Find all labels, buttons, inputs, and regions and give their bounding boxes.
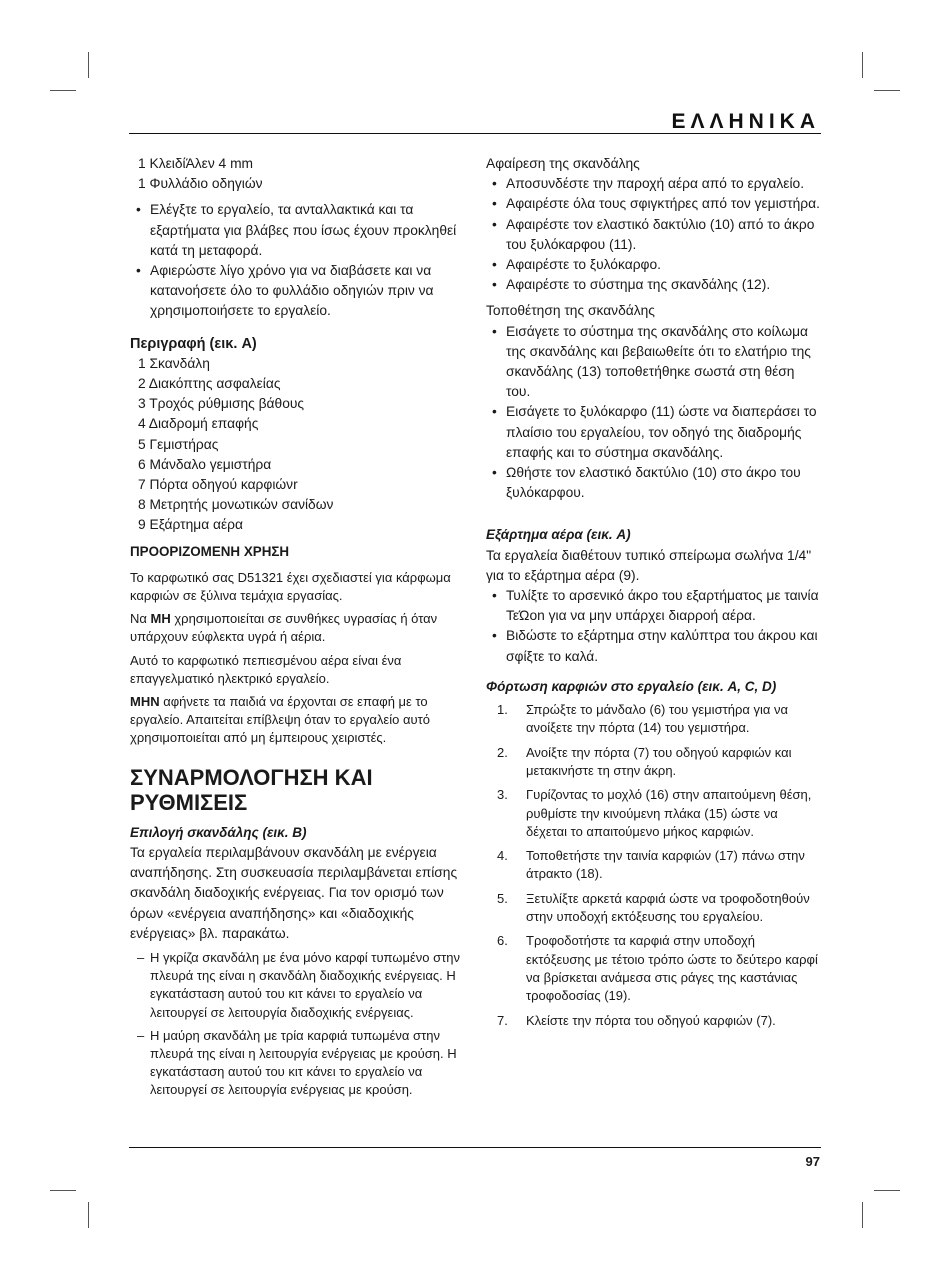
intended-use-heading: ΠΡΟΟΡΙΖΟΜΕΝΗ ΧΡΗΣΗ	[130, 543, 290, 559]
list-item: 2 Διακόπτης ασφαλείας	[138, 376, 281, 392]
check-bullets	[130, 200, 470, 321]
step-text: Κλείστε την πόρτα του οδηγού καρφιών (7).	[526, 1012, 776, 1028]
crop-mark	[874, 1190, 900, 1191]
emphasis: ΜΗΝ	[130, 694, 160, 710]
dash-item: – Η γκρίζα σκανδάλη με ένα μόνο καρφί τυπωμένο στην πλευρά της είναι η σκανδάλη διαδοχικής ενέργειας. Η εγκατάσταση αυτού του κιτ κάνει το εργαλείο να λειτουργεί σε λειτουργία διαδοχικής ενέργειας.	[130, 949, 470, 1022]
step-number: 7.	[497, 1012, 508, 1028]
crop-mark	[862, 1202, 863, 1228]
crop-mark	[88, 52, 89, 78]
bullet-item: • Ελέγξτε το εργαλείο, τα ανταλλακτικά και τα εξαρτήματα για βλάβες που ίσως έχουν προκληθεί κατά τη μεταφορά.	[130, 200, 470, 261]
step-number: 6.	[497, 933, 508, 949]
language-header: ΕΛΛΗΝΙΚΑ	[671, 110, 820, 133]
step-item	[486, 744, 822, 781]
list-item: 9 Εξάρτημα αέρα	[138, 517, 243, 533]
step-number: 3.	[497, 787, 508, 803]
trigger-select-paragraph: Τα εργαλεία περιλαμβάνουν σκανδάλη με ενέργεια αναπήδησης. Στη συσκευασία περιλαμβάνεται επίσης σκανδάλη διαδοχικής ενέργειας. Για τον ορισμό των όρων «ενέργεια αναπήδησης» και «διαδοχικής ενέργειας» βλ. παρακάτω.	[130, 844, 458, 941]
step-text: Ανοίξτε την πόρτα (7) του οδηγού καρφιών και μετακινήστε τη στην άκρη.	[526, 744, 792, 778]
step-text: Σπρώξτε το μάνδαλο (6) του γεμιστήρα για να ανοίξετε την πόρτα (14) του γεμιστήρα.	[526, 702, 789, 736]
step-text: Τροφοδοτήστε τα καρφιά στην υποδοχή εκτόξευσης με τέτοιο τρόπο ώστε το δεύτερο καρφί να βρίσκεται ανάμεσα στις ράγες της καστάνιας τροφοδοσίας (19).	[526, 933, 818, 1004]
step-item	[486, 786, 822, 841]
footer-rule	[129, 1147, 821, 1148]
step-item	[486, 932, 822, 1005]
package-contents-list	[130, 154, 470, 194]
bullet-item: • Αφιερώστε λίγο χρόνο για να διαβάσετε και να κατανοήσετε όλο το φυλλάδιο οδηγιών πριν να χρησιμοποιήσετε το εργαλείο.	[130, 261, 470, 322]
bullet-item: • Αφαιρέστε το ξυλόκαρφο.	[486, 255, 822, 275]
list-item: 1 Σκανδάλη	[138, 355, 210, 371]
list-item: 5 Γεμιστήρας	[138, 436, 219, 452]
intended-use-paragraph	[130, 693, 470, 748]
removal-bullets	[486, 174, 822, 295]
step-item	[486, 890, 822, 927]
step-number: 4.	[497, 848, 508, 864]
step-text: Ξετυλίξτε αρκετά καρφιά ώστε να τροφοδοτηθούν στην υποδοχή εκτόξευσης του εργαλείου.	[526, 890, 810, 925]
intended-use-paragraph: Αυτό το καρφωτικό πεπιεσμένου αέρα είναι ένα επαγγελματικό ηλεκτρικό εργαλείο.	[130, 652, 402, 686]
bullet-item: • Αφαιρέστε όλα τους σφιγκτήρες από τον γεμιστήρα.	[486, 194, 822, 214]
loading-steps	[486, 701, 822, 1030]
air-fitting-paragraph: Τα εργαλεία διαθέτουν τυπικό σπείρωμα σωλήνα 1/4" για το εξάρτημα αέρα (9).	[486, 547, 812, 583]
step-number: 5.	[497, 890, 508, 906]
list-item: 1 ΚλειδίΆλεν 4 mm	[138, 156, 254, 171]
step-item	[486, 701, 822, 738]
emphasis: ΜΗ	[150, 611, 171, 627]
step-number: 1.	[497, 702, 508, 718]
list-item: 4 Διαδρομή επαφής	[138, 416, 259, 432]
header-rule	[129, 133, 821, 134]
air-fitting-heading: Εξάρτημα αέρα (εικ. A)	[486, 527, 631, 543]
intended-use-paragraph: Το καρφωτικό σας D51321 έχει σχεδιαστεί για κάρφωμα καρφιών σε ξύλινα τεμάχια εργασίας.	[130, 569, 451, 604]
page-number: 97	[805, 1154, 820, 1169]
text-run: χρησιμοποιείται σε συνθήκες υγρασίας ή όταν υπάρχουν εύφλεκτα υγρά ή αέρια.	[130, 611, 438, 645]
bullet-item: • Εισάγετε το ξυλόκαρφο (11) ώστε να διαπεράσει το πλαίσιο του εργαλείου, τον οδηγό της διαδρομής επαφής και το σύστημα σκανδάλης.	[486, 402, 822, 463]
install-heading: Τοποθέτηση της σκανδάλης	[486, 303, 655, 319]
trigger-select-heading: Επιλογή σκανδάλης (εικ. B)	[130, 824, 307, 840]
text-run: Να	[130, 611, 151, 627]
crop-mark	[50, 90, 76, 91]
intended-use-paragraph	[130, 610, 470, 646]
loading-heading: Φόρτωση καρφιών στο εργαλείο (εικ. A, C, D)	[486, 678, 777, 694]
install-bullets	[486, 322, 822, 504]
bullet-item: • Ωθήστε τον ελαστικό δακτύλιο (10) στο άκρο του ξυλόκαρφου.	[486, 463, 822, 503]
left-column	[130, 154, 470, 1105]
removal-heading: Αφαίρεση της σκανδάλης	[486, 156, 640, 171]
bullet-item: • Αφαιρέστε το σύστημα της σκανδάλης (12).	[486, 275, 822, 295]
list-item: 7 Πόρτα οδηγού καρφιώνr	[138, 477, 298, 493]
description-heading: Περιγραφή (εικ. A)	[130, 335, 257, 352]
list-item: 1 Φυλλάδιο οδηγιών	[138, 176, 263, 192]
crop-mark	[50, 1190, 76, 1191]
bullet-item: • Αποσυνδέστε την παροχή αέρα από το εργαλείο.	[486, 174, 822, 194]
right-column	[486, 154, 822, 1036]
dash-item: – Η μαύρη σκανδάλη με τρία καρφιά τυπωμένα στην πλευρά της είναι η λειτουργία ενέργειας με κρούση. Η εγκατάσταση αυτού του κιτ κάνει το εργαλείο να λειτουργεί σε λειτουργία ενέργειας με κρούση.	[130, 1027, 470, 1100]
assembly-heading: ΣΥΝΑΡΜΟΛΟΓΗΣΗ ΚΑΙ ΡΥΘΜΙΣΕΙΣ	[130, 764, 373, 815]
step-text: Γυρίζοντας το μοχλό (16) στην απαιτούμενη θέση, ρυθμίστε την κινούμενη πλάκα (15) ώστε να δέχεται το απαιτούμενο μήκος καρφιών.	[526, 787, 812, 839]
bullet-item: • Αφαιρέστε τον ελαστικό δακτύλιο (10) από το άκρο του ξυλόκαρφου (11).	[486, 215, 822, 255]
crop-mark	[874, 90, 900, 91]
text-run: αφήνετε τα παιδιά να έρχονται σε επαφή με το εργαλείο. Απαιτείται επίβλεψη όταν το εργαλείο αυτό χρησιμοποιείται από μη έμπειρους χειριστές.	[130, 694, 430, 746]
bullet-item: • Εισάγετε το σύστημα της σκανδάλης στο κοίλωμα της σκανδάλης και βεβαιωθείτε ότι το ελατήριο της σκανδάλης (13) τοποθετήθηκε σωστά στη θέση του.	[486, 322, 822, 403]
air-fitting-bullets	[486, 586, 822, 667]
crop-mark	[862, 52, 863, 78]
step-item	[486, 847, 822, 884]
step-text: Τοποθετήστε την ταινία καρφιών (17) πάνω στην άτρακτο (18).	[526, 848, 805, 882]
list-item: 6 Μάνδαλο γεμιστήρα	[138, 456, 272, 472]
bullet-item: • Βιδώστε το εξάρτημα στην καλύπτρα του άκρου και σφίξτε το καλά.	[486, 626, 822, 666]
step-item	[486, 1012, 822, 1030]
description-list	[130, 354, 470, 536]
list-item: 8 Μετρητής μονωτικών σανίδων	[138, 497, 334, 513]
trigger-dash-list	[130, 949, 470, 1100]
bullet-item: • Τυλίξτε το αρσενικό άκρο του εξαρτήματος με ταινία ΤεΏon για να μην υπάρχει διαρροή αέρα.	[486, 586, 822, 626]
list-item: 3 Τροχός ρύθμισης βάθους	[138, 396, 305, 412]
crop-mark	[88, 1202, 89, 1228]
step-number: 2.	[497, 744, 508, 760]
